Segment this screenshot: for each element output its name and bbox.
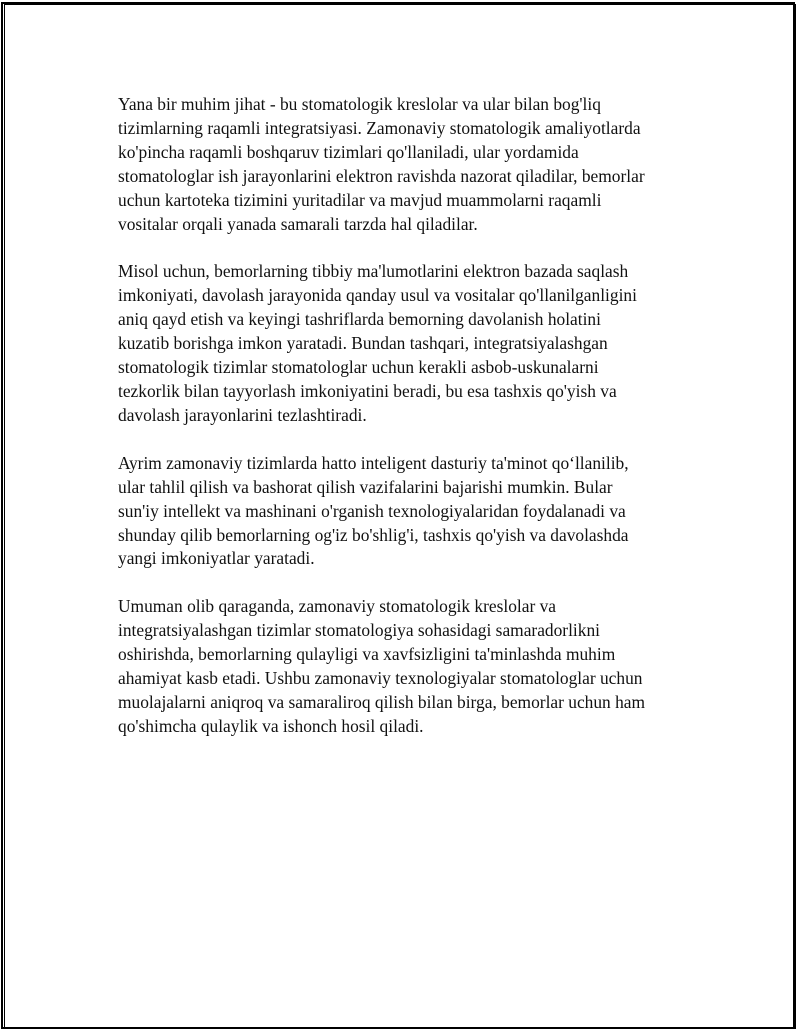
text-line: sun'iy intellekt va mashinani o'rganish texnologiyalaridan foydalanadi va	[118, 500, 626, 521]
text-line: ko'pincha raqamli boshqaruv tizimlari qo'llaniladi, ular yordamida	[118, 141, 579, 162]
text-line: stomatologik tizimlar stomatologlar uchun kerakli asbob-uskunalarni	[118, 357, 599, 378]
text-line: shunday qilib bemorlarning og'iz bo'shlig'i, tashxis qo'yish va davolashda	[118, 524, 629, 545]
text-line: Ayrim zamonaviy tizimlarda hatto inteligent dasturiy ta'minot qo‘llanilib,	[118, 452, 629, 473]
text-line: vositalar orqali yanada samarali tarzda hal qiladilar.	[118, 213, 478, 234]
text-line: imkoniyati, davolash jarayonida qanday usul va vositalar qo'llanilganligini	[118, 285, 637, 306]
paragraph-3	[118, 452, 698, 572]
text-line: integratsiyalashgan tizimlar stomatologiya sohasidagi samaradorlikni	[118, 620, 600, 641]
paragraph-4	[118, 595, 698, 738]
document-body	[118, 93, 698, 763]
text-line: ular tahlil qilish va bashorat qilish vazifalarini bajarishi mumkin. Bular	[118, 476, 613, 497]
text-line: uchun kartoteka tizimini yuritadilar va mavjud muammolarni raqamli	[118, 189, 602, 210]
text-line: tizimlarning raqamli integratsiyasi. Zamonaviy stomatologik amaliyotlarda	[118, 117, 641, 138]
text-line: qo'shimcha qulaylik va ishonch hosil qiladi.	[118, 715, 424, 736]
text-line: Umuman olib qaraganda, zamonaviy stomatologik kreslolar va	[118, 596, 557, 617]
paragraph-1	[118, 93, 698, 236]
text-line: Yana bir muhim jihat - bu stomatologik kreslolar va ular bilan bog'liq	[118, 94, 601, 114]
paragraph-2	[118, 260, 698, 427]
text-line: yangi imkoniyatlar yaratadi.	[118, 548, 315, 569]
text-line: muolajalarni aniqroq va samaraliroq qilish bilan birga, bemorlar uchun ham	[118, 691, 646, 712]
text-line: stomatologlar ish jarayonlarini elektron ravishda nazorat qiladilar, bemorlar	[118, 165, 645, 186]
text-line: Misol uchun, bemorlarning tibbiy ma'lumotlarini elektron bazada saqlash	[118, 261, 629, 282]
text-line: tezkorlik bilan tayyorlash imkoniyatini beradi, bu esa tashxis qo'yish va	[118, 380, 617, 401]
text-line: ahamiyat kasb etadi. Ushbu zamonaviy texnologiyalar stomatologlar uchun	[118, 668, 643, 689]
text-line: oshirishda, bemorlarning qulayligi va xavfsizligini ta'minlashda muhim	[118, 644, 616, 665]
text-line: kuzatib borishga imkon yaratadi. Bundan tashqari, integratsiyalashgan	[118, 333, 608, 354]
text-line: aniq qayd etish va keyingi tashriflarda bemorning davolanish holatini	[118, 309, 601, 330]
text-line: davolash jarayonlarini tezlashtiradi.	[118, 404, 367, 425]
